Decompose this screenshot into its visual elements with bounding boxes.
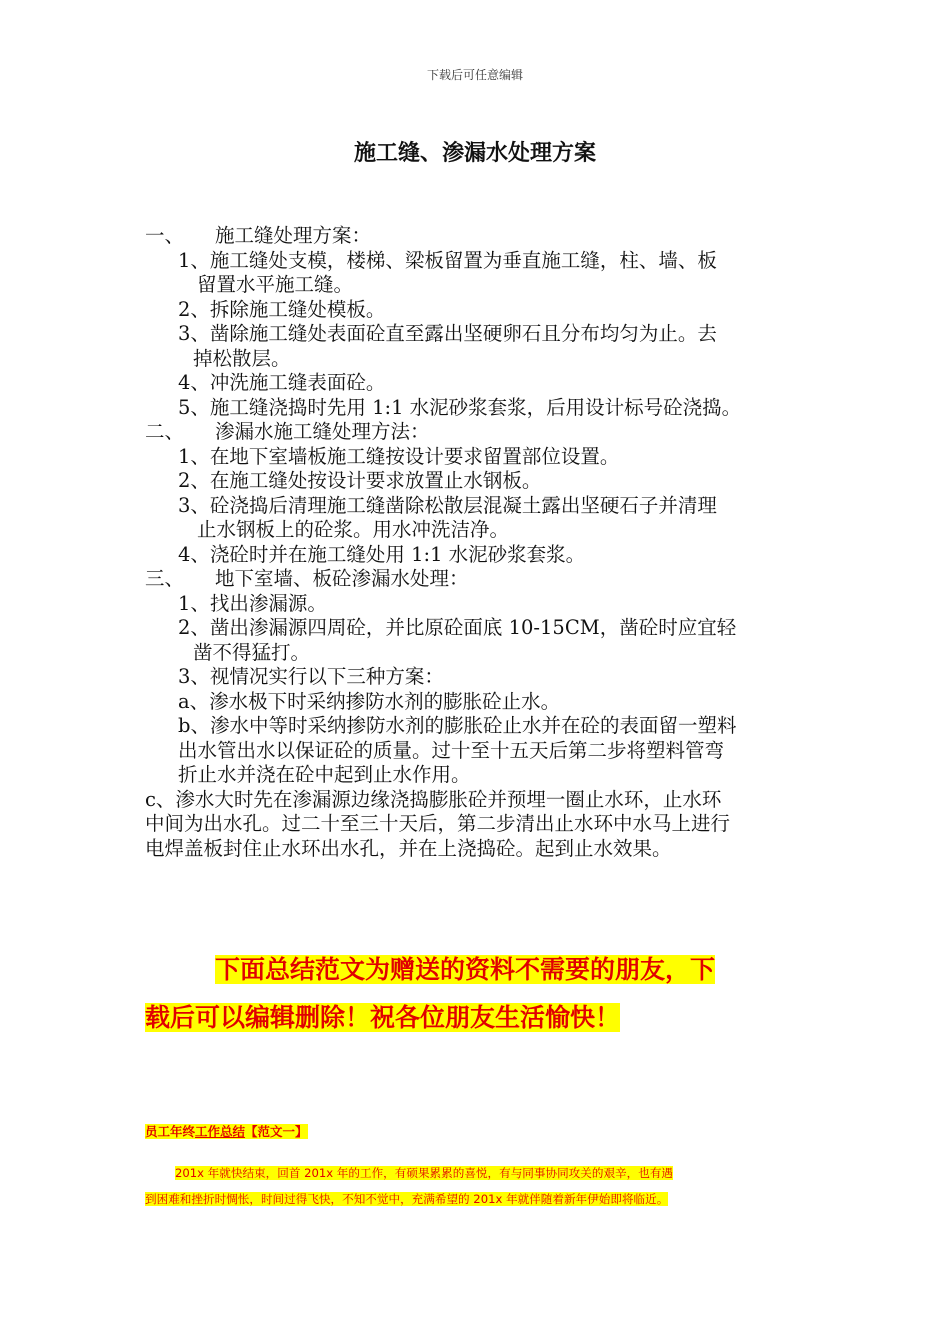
body-line: 3、凿除施工缝处表面砼直至露出坚硬卵石且分布均匀为止。去 [178,322,717,345]
section-heading [145,567,825,592]
body-line: 掉松散层。 [193,346,291,370]
body-line: 折止水并浇在砼中起到止水作用。 [178,763,471,786]
section-title: 地下室墙、板砼渗漏水处理： [215,567,469,590]
body-line: 4、浇砼时并在施工缝处用 1:1 水泥砂浆套浆。 [178,542,586,566]
body-line: 3、视情况实行以下三种方案： [178,665,444,688]
section-number: 一、 [145,224,185,247]
body-line: 凿不得猛打。 [193,640,311,664]
section-number: 二、 [145,420,185,443]
document-body [145,224,825,861]
body-line: b、渗水中等时采纳掺防水剂的膨胀砼止水并在砼的表面留一塑料 [178,714,737,737]
sample-line-2: 到困难和挫折时惆怅，时间过得飞快，不知不觉中，充满希望的 201x 年就伴随着新年伊始即将临近。 [145,1192,669,1206]
promo-notice [145,946,825,1042]
body-line: a、渗水极下时采纳掺防水剂的膨胀砼止水。 [178,689,561,713]
body-line: 2、拆除施工缝处模板。 [178,297,386,321]
promo-line-2: 载后可以编辑删除！祝各位朋友生活愉快！ [145,1003,621,1032]
section-title: 渗漏水施工缝处理方法： [215,420,430,443]
body-line: 1、施工缝处支模，楼梯、梁板留置为垂直施工缝，柱、墙、板 [178,248,717,272]
section-number: 三、 [145,567,185,590]
sample-heading-link[interactable]: 工作总结 [195,1124,246,1139]
document-title: 施工缝、渗漏水处理方案 [353,140,596,166]
body-line: 止水钢板上的砼浆。用水冲洗洁净。 [197,518,510,541]
sample-heading-c: 【范文一】 [245,1124,308,1139]
section-title: 施工缝处理方案： [215,224,372,247]
sample-line-1: 201x 年就快结束，回首 201x 年的工作，有硕果累累的喜悦，有与同事协同攻关的艰辛，也有遇 [175,1166,674,1180]
body-line: 2、在施工缝处按设计要求放置止水钢板。 [178,469,542,492]
body-line: 中间为出水孔。过二十至三十天后，第二步清出止水环中水马上进行 [145,812,731,835]
section-heading [145,420,825,445]
body-line: 5、施工缝浇捣时先用 1:1 水泥砂浆套浆，后用设计标号砼浇捣。 [178,395,742,419]
page-header: 下载后可任意编辑 [426,68,523,82]
body-line: 4、冲洗施工缝表面砼。 [178,371,386,394]
sample-heading-a: 员工年终 [145,1124,196,1139]
promo-line-1: 下面总结范文为赠送的资料不需要的朋友，下 [215,955,716,984]
body-line: 2、凿出渗漏源四周砼，并比原砼面底 10-15CM，凿砼时应宜轻 [178,616,737,639]
sample-heading [145,1122,308,1140]
section-heading [145,224,825,249]
body-line: 出水管出水以保证砼的质量。过十至十五天后第二步将塑料管弯 [178,738,725,762]
body-line: 电焊盖板封住止水环出水孔，并在上浇捣砼。起到止水效果。 [145,836,672,860]
body-line: 1、找出渗漏源。 [178,591,327,615]
body-line: 1、在地下室墙板施工缝按设计要求留置部位设置。 [178,444,620,468]
body-line: 留置水平施工缝。 [197,273,354,296]
sample-paragraph [145,1160,825,1212]
body-line: 3、砼浇捣后清理施工缝凿除松散层混凝土露出坚硬石子并清理 [178,493,717,517]
body-line: c、渗水大时先在渗漏源边缘浇捣膨胀砼并预埋一圈止水环，止水环 [145,787,722,811]
